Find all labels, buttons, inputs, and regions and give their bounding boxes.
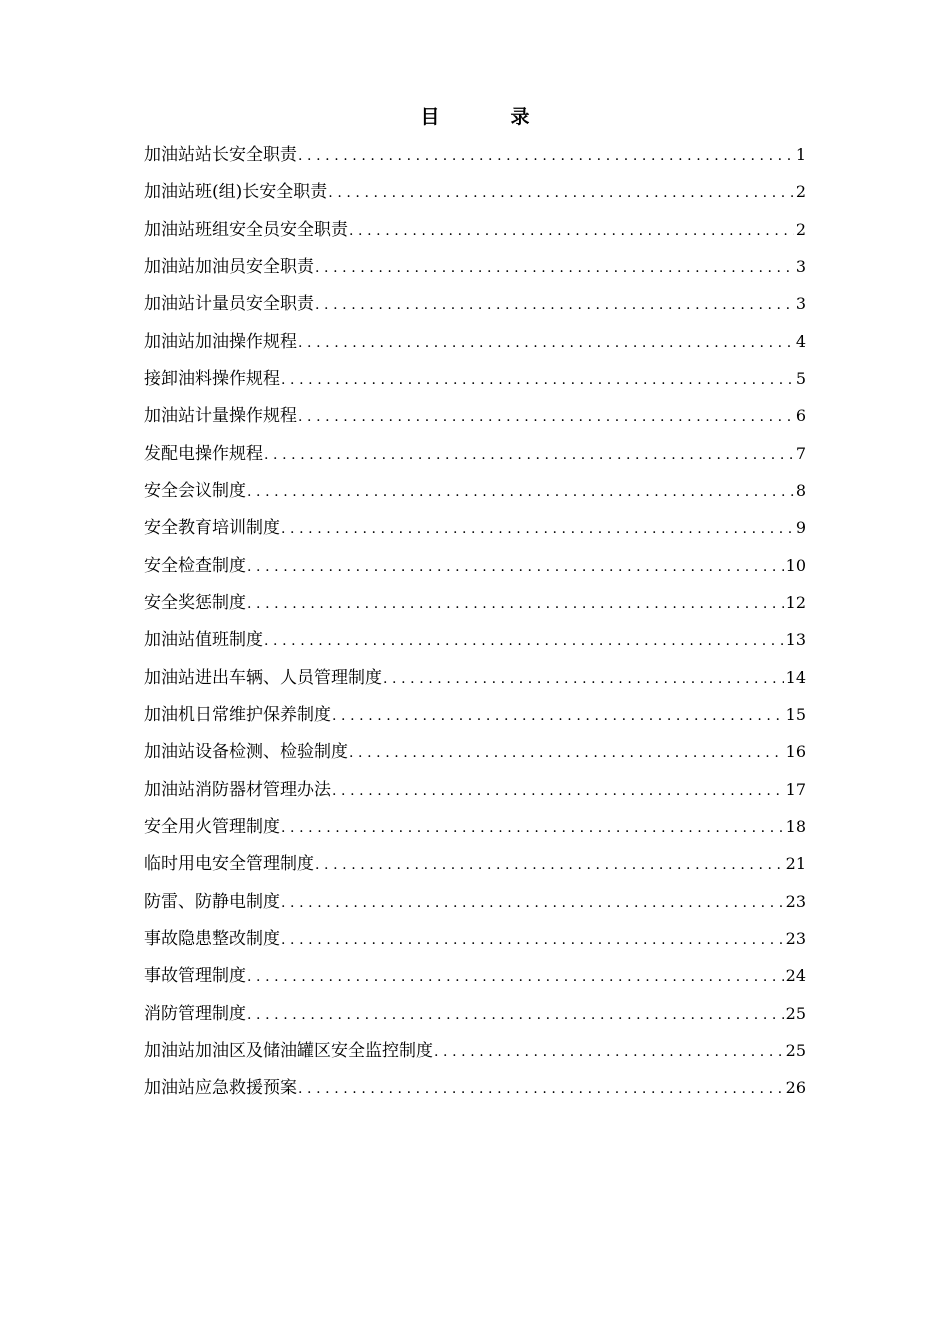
toc-entry[interactable] [144,1074,806,1111]
dot-leader [247,553,784,581]
dot-leader [281,926,784,954]
toc-entry-title: 安全检查制度 [144,555,246,576]
toc-entry-title: 加油机日常维护保养制度 [144,704,331,725]
toc-entry[interactable] [144,216,806,253]
toc-page-number: 3 [795,294,806,314]
toc-entry[interactable] [144,290,806,327]
toc-page-number: 17 [785,779,806,799]
dot-leader [349,217,794,245]
toc-entry-title: 加油站班(组)长安全职责 [144,182,328,203]
dot-leader [332,777,784,805]
toc-entry[interactable] [144,738,806,775]
toc-entry-title: 加油站应急救援预案 [144,1078,297,1099]
toc-page-number: 1 [795,145,806,164]
toc-entry-title: 事故隐患整改制度 [144,928,280,949]
toc-entry[interactable] [144,253,806,290]
toc-page-number: 4 [795,331,806,351]
toc-page-number: 23 [785,928,806,948]
dot-leader [281,889,784,917]
dot-leader [298,142,794,170]
toc-entry-title: 发配电操作规程 [144,443,263,464]
toc-entry-title: 加油站值班制度 [144,630,263,651]
dot-leader [264,441,794,469]
toc-page-number: 18 [785,816,806,836]
toc-entry-title: 安全奖惩制度 [144,592,246,613]
toc-page-number: 12 [785,592,806,612]
toc-entry[interactable] [144,328,806,365]
toc-entry[interactable] [144,962,806,999]
toc-entry[interactable] [144,141,806,178]
dot-leader [383,665,784,693]
toc-entry-title: 加油站消防器材管理办法 [144,779,331,800]
toc-entry-title: 安全教育培训制度 [144,518,280,539]
toc-page-number: 25 [785,1040,806,1060]
toc-entry[interactable] [144,701,806,738]
toc-entry-title: 加油站进出车辆、人员管理制度 [144,667,382,688]
toc-entry[interactable] [144,888,806,925]
dot-leader [315,254,794,282]
toc-page-number: 7 [795,443,806,463]
dot-leader [298,403,794,431]
toc-page-number: 23 [785,891,806,911]
dot-leader [328,179,794,207]
toc-entry[interactable] [144,850,806,887]
toc-page-number: 21 [785,854,806,874]
dot-leader [315,851,784,879]
toc-page-number: 26 [785,1078,806,1098]
dot-leader [247,590,784,618]
toc-page-number: 14 [785,667,806,687]
toc-entry[interactable] [144,178,806,215]
toc-entry[interactable] [144,813,806,850]
toc-entry-title: 加油站计量操作规程 [144,406,297,427]
toc-entry-title: 加油站班组安全员安全职责 [144,219,348,240]
dot-leader [264,627,784,655]
toc-page-number: 3 [795,256,806,276]
toc-page-number: 2 [795,219,806,239]
dot-leader [298,329,794,357]
toc-page-number: 25 [785,1003,806,1023]
toc-entry[interactable] [144,440,806,477]
toc-entry-title: 安全会议制度 [144,480,246,501]
toc-page-number: 10 [785,555,806,575]
dot-leader [281,366,794,394]
toc-entry[interactable] [144,365,806,402]
dot-leader [247,1001,784,1029]
dot-leader [332,702,784,730]
toc-entry[interactable] [144,552,806,589]
toc-entry[interactable] [144,664,806,701]
toc-page-number: 24 [785,966,806,986]
toc-entry-title: 消防管理制度 [144,1003,246,1024]
dot-leader [247,478,794,506]
toc-page-number: 5 [795,368,806,388]
toc-entry-title: 事故管理制度 [144,966,246,987]
toc-entry[interactable] [144,477,806,514]
dot-leader [281,814,784,842]
dot-leader [247,963,784,991]
toc-entry-title: 防雷、防静电制度 [144,891,280,912]
toc-page-number: 2 [795,182,806,202]
dot-leader [281,515,794,543]
toc-entry[interactable] [144,1037,806,1074]
toc-page-number: 6 [795,406,806,426]
dot-leader [434,1038,784,1066]
toc-entry[interactable] [144,514,806,551]
toc-entry[interactable] [144,776,806,813]
toc-entry-title: 加油站设备检测、检验制度 [144,742,348,763]
toc-entry-title: 加油站加油员安全职责 [144,256,314,277]
toc-entry[interactable] [144,589,806,626]
toc-entry-title: 加油站计量员安全职责 [144,294,314,315]
toc-page-number: 9 [795,518,806,538]
toc-page-number: 15 [785,704,806,724]
toc-entry[interactable] [144,402,806,439]
toc-page-number: 13 [785,630,806,650]
dot-leader [298,1075,784,1103]
table-of-contents [144,141,806,1112]
toc-entry[interactable] [144,626,806,663]
toc-entry-title: 加油站加油操作规程 [144,331,297,352]
dot-leader [315,291,794,319]
toc-entry-title: 加油站站长安全职责 [144,145,297,165]
toc-page-number: 16 [785,742,806,762]
toc-entry[interactable] [144,925,806,962]
toc-entry-title: 接卸油料操作规程 [144,368,280,389]
toc-entry-title: 临时用电安全管理制度 [144,854,314,875]
toc-heading: 目 录 [420,106,556,128]
toc-entry-title: 安全用火管理制度 [144,816,280,837]
dot-leader [349,739,784,767]
toc-page-number: 8 [795,480,806,500]
toc-entry[interactable] [144,1000,806,1037]
toc-entry-title: 加油站加油区及储油罐区安全监控制度 [144,1040,433,1061]
